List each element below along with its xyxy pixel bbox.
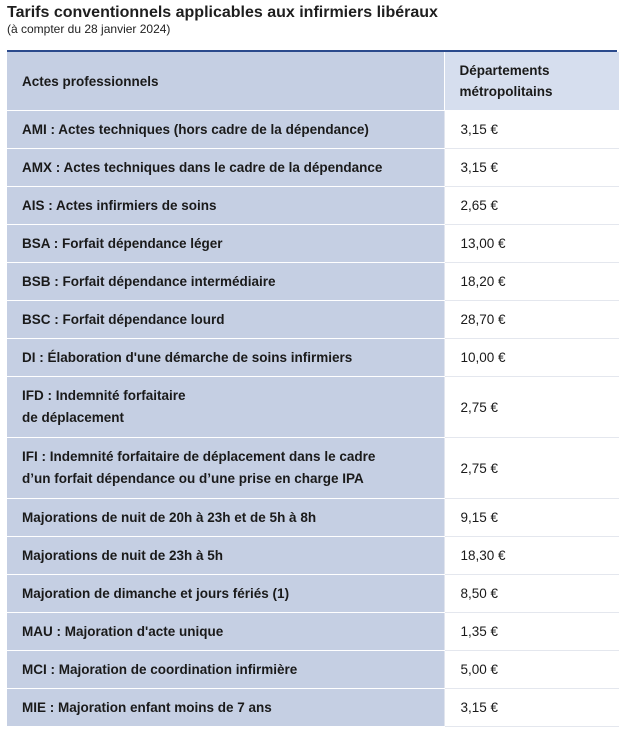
act-price: 5,00 € (444, 651, 619, 689)
act-price: 3,15 € (444, 689, 619, 727)
act-label-line: DI : Élaboration d'une démarche de soins infirmiers (22, 349, 353, 365)
act-label-line: IFD : Indemnité forfaitaire (22, 388, 186, 403)
act-label (7, 575, 444, 613)
act-price: 28,70 € (444, 301, 619, 339)
act-label-line: AIS : Actes infirmiers de soins (22, 197, 217, 213)
act-label-line: BSB : Forfait dépendance intermédiaire (22, 273, 276, 289)
act-price: 18,30 € (444, 537, 619, 575)
act-label (7, 537, 444, 575)
act-label (7, 263, 444, 301)
act-label (7, 651, 444, 689)
act-price: 18,20 € (444, 263, 619, 301)
act-label (7, 438, 444, 499)
act-price: 13,00 € (444, 225, 619, 263)
act-label-line: AMX : Actes techniques dans le cadre de la dépendance (22, 159, 383, 175)
act-label-line: Majorations de nuit de 20h à 23h et de 5h à 8h (22, 509, 317, 525)
act-label-line: Majorations de nuit de 23h à 5h (22, 547, 224, 563)
table-row (7, 111, 619, 149)
act-price: 3,15 € (444, 111, 619, 149)
table-row (7, 377, 619, 438)
tariff-table (7, 52, 619, 727)
act-price: 2,75 € (444, 438, 619, 499)
act-label (7, 689, 444, 727)
table-row (7, 651, 619, 689)
page-subtitle: (à compter du 28 janvier 2024) (7, 22, 171, 36)
act-label-line: BSA : Forfait dépendance léger (22, 235, 223, 251)
table-row (7, 301, 619, 339)
act-label-line: BSC : Forfait dépendance lourd (22, 311, 225, 327)
act-label (7, 149, 444, 187)
table-header-row (7, 52, 619, 111)
table-row (7, 575, 619, 613)
tariff-table-container (7, 50, 617, 727)
act-label (7, 613, 444, 651)
act-label-line: d’un forfait dépendance ou d’une prise en charge IPA (22, 471, 364, 486)
page-title: Tarifs conventionnels applicables aux infirmiers libéraux (7, 4, 438, 21)
act-price: 3,15 € (444, 149, 619, 187)
header-departements (444, 52, 619, 111)
table-row (7, 613, 619, 651)
header-departements-line2: métropolitains (459, 84, 553, 99)
act-label (7, 339, 444, 377)
header-actes: Actes professionnels (7, 52, 444, 111)
table-row (7, 263, 619, 301)
table-row (7, 537, 619, 575)
act-price: 1,35 € (444, 613, 619, 651)
act-price: 2,65 € (444, 187, 619, 225)
table-body (7, 111, 619, 727)
act-label (7, 377, 444, 438)
act-price: 8,50 € (444, 575, 619, 613)
header-departements-line1: Départements (459, 63, 550, 78)
table-row (7, 149, 619, 187)
table-row (7, 339, 619, 377)
table-row (7, 187, 619, 225)
act-label (7, 301, 444, 339)
table-row (7, 689, 619, 727)
act-label-line: MCI : Majoration de coordination infirmière (22, 661, 298, 677)
act-label-line: IFI : Indemnité forfaitaire de déplacement dans le cadre (22, 449, 376, 464)
act-label (7, 225, 444, 263)
act-label (7, 187, 444, 225)
table-row (7, 225, 619, 263)
act-label (7, 499, 444, 537)
table-row (7, 499, 619, 537)
act-price: 2,75 € (444, 377, 619, 438)
act-price: 10,00 € (444, 339, 619, 377)
act-label-line: Majoration de dimanche et jours fériés (1) (22, 585, 290, 601)
act-price: 9,15 € (444, 499, 619, 537)
act-label-line: AMI : Actes techniques (hors cadre de la dépendance) (22, 121, 369, 137)
act-label-line: de déplacement (22, 410, 125, 425)
table-row (7, 438, 619, 499)
act-label-line: MIE : Majoration enfant moins de 7 ans (22, 699, 272, 715)
act-label-line: MAU : Majoration d'acte unique (22, 623, 224, 639)
act-label (7, 111, 444, 149)
